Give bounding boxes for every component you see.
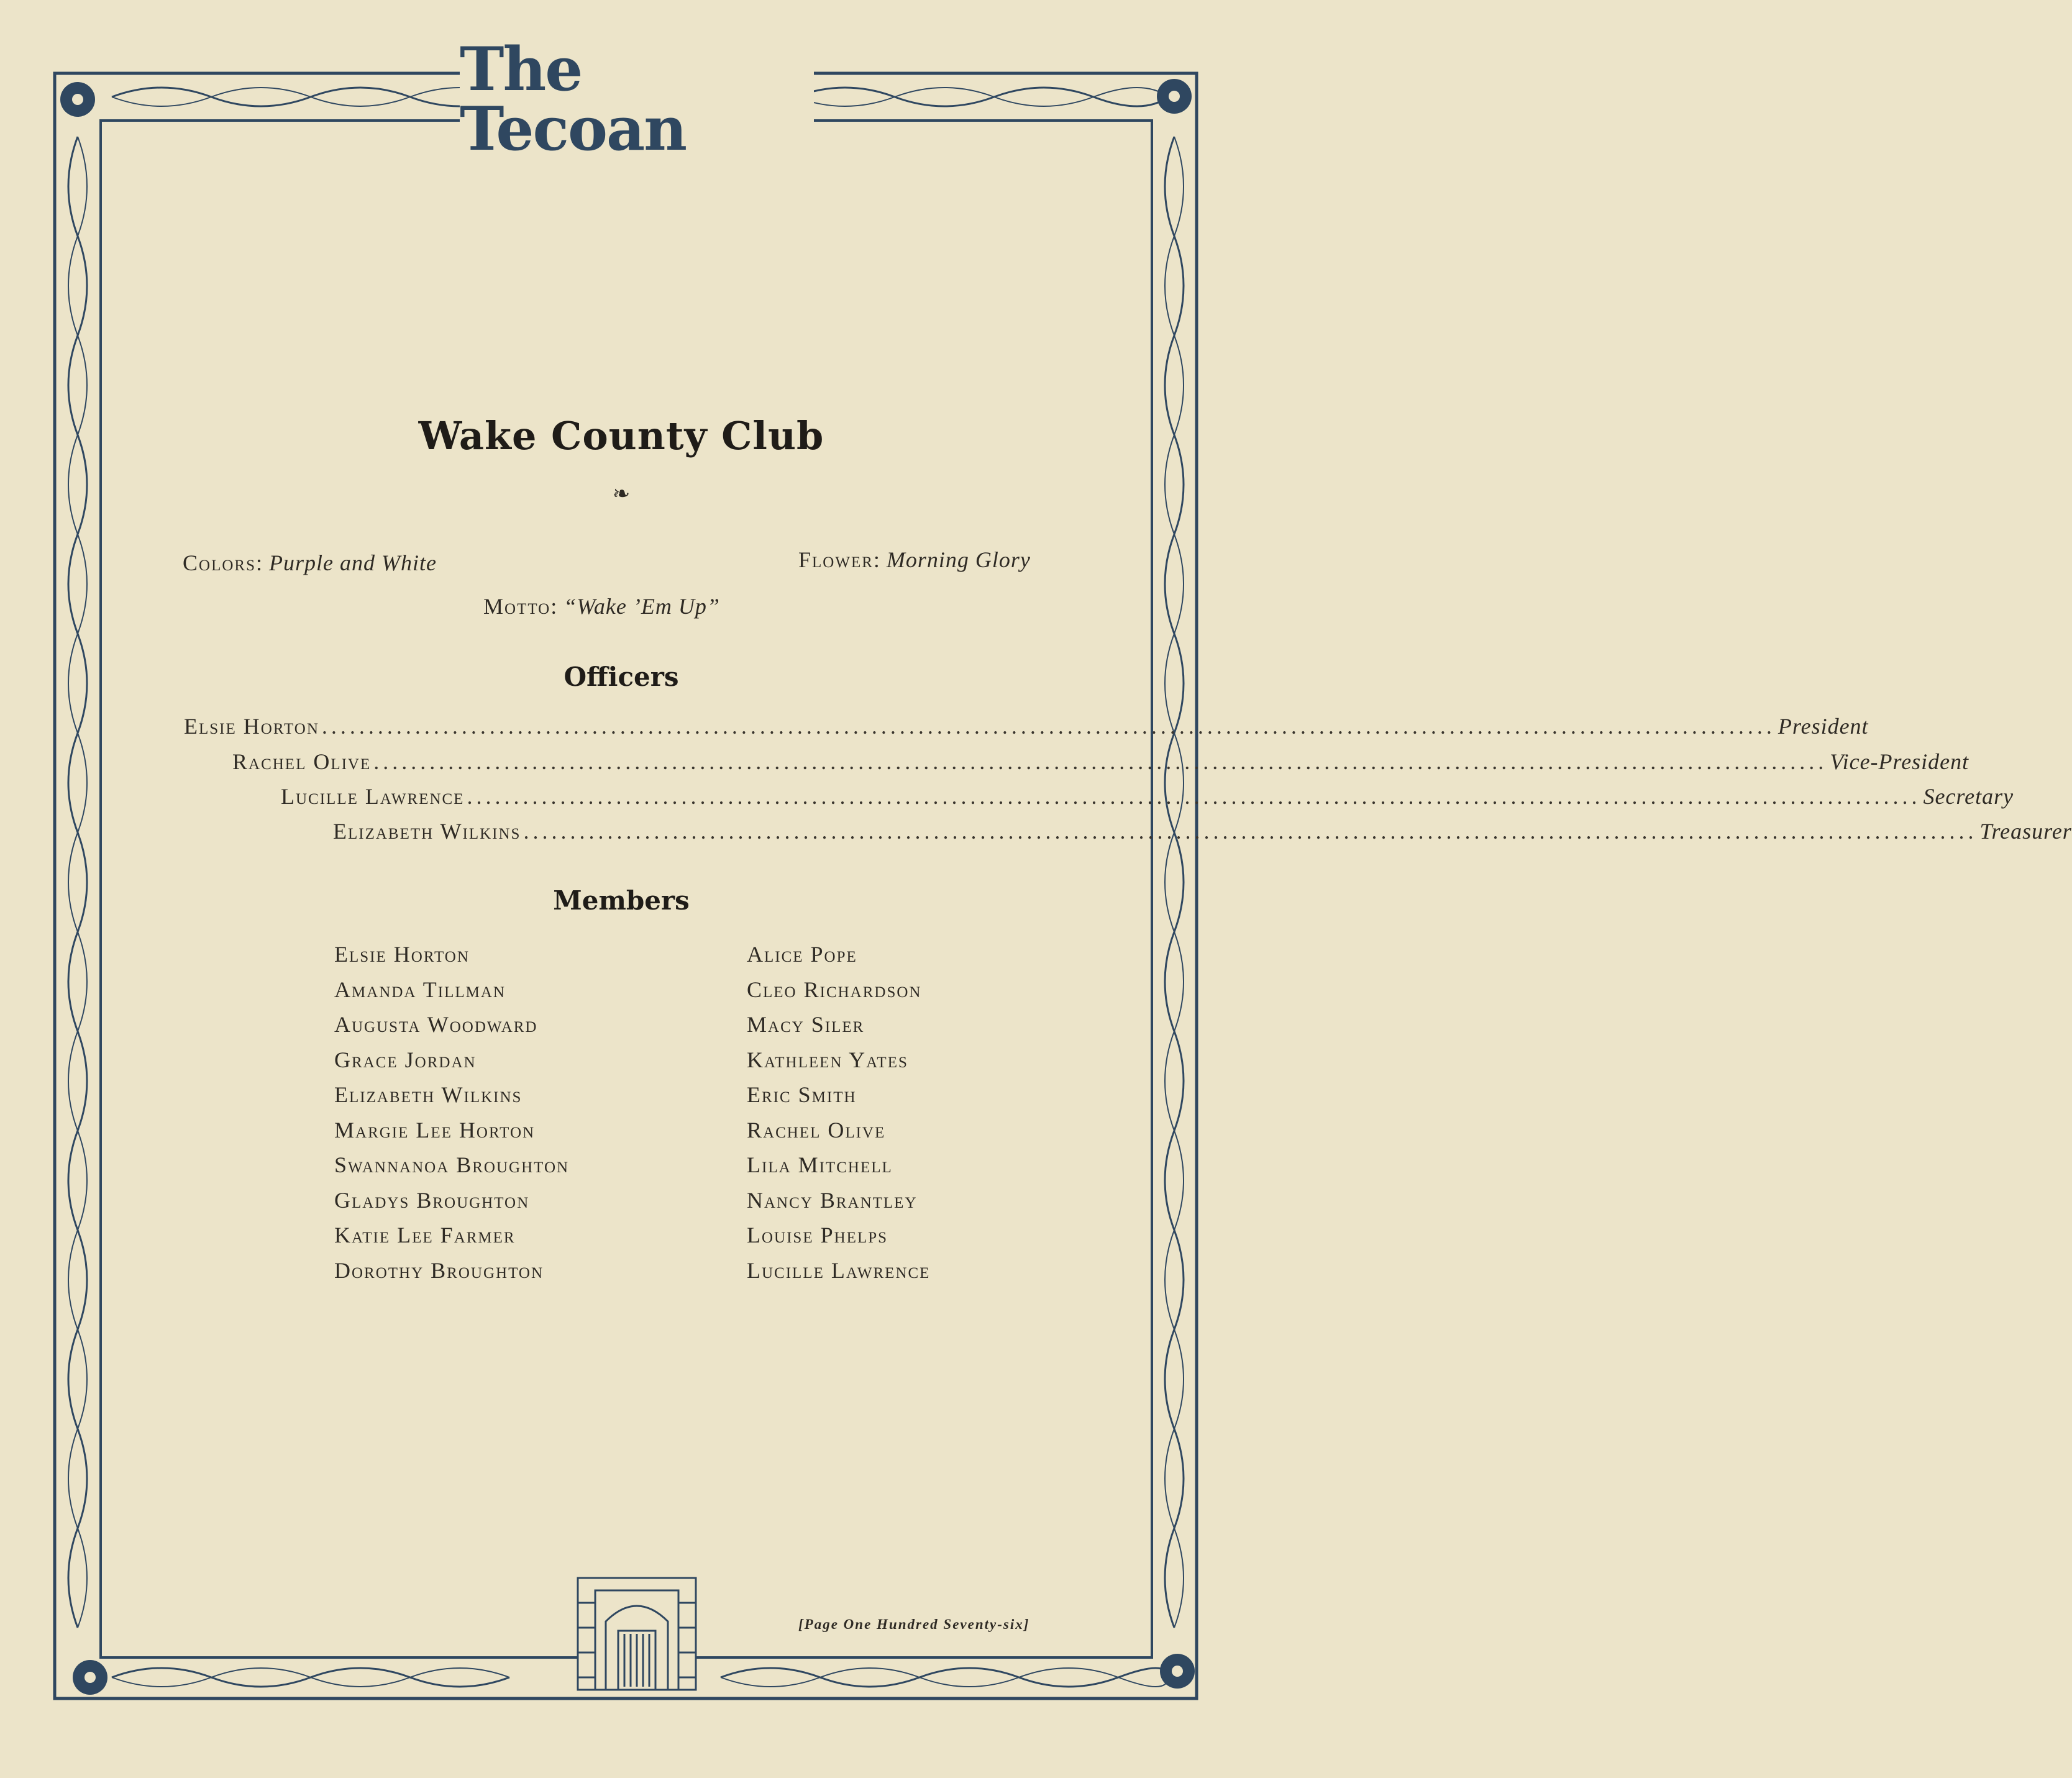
member-name: Cleo Richardson (747, 977, 922, 1002)
officer-name: Elsie Horton (184, 714, 319, 739)
member-name: Elsie Horton (334, 942, 470, 967)
member-name: Macy Siler (747, 1012, 865, 1037)
member-name: Eric Smith (747, 1082, 857, 1107)
member-name: Lucille Lawrence (747, 1257, 931, 1283)
member-name: Katie Lee Farmer (334, 1223, 516, 1247)
member-name: Lila Mitchell (747, 1152, 893, 1177)
member-name: Elizabeth Wilkins (334, 1082, 523, 1107)
officer-name: Lucille Lawrence (281, 784, 465, 809)
dot-leader: ............................................................................................................................................................ (321, 714, 1776, 739)
officer-row (232, 749, 1969, 775)
member-name: Margie Lee Horton (334, 1117, 536, 1142)
flower-line (798, 547, 1031, 573)
member-name: Augusta Woodward (334, 1012, 538, 1037)
officer-role: Vice-President (1830, 749, 1969, 774)
page-number: [Page One Hundred Seventy-six] (798, 1616, 1030, 1632)
member-name: Rachel Olive (747, 1117, 886, 1142)
flower-label: Flower: (798, 547, 881, 572)
fleuron-ornament: ❧ (612, 483, 631, 506)
member-name: Louise Phelps (747, 1223, 888, 1247)
colors-line (183, 550, 437, 576)
officer-name: Elizabeth Wilkins (333, 819, 521, 844)
officer-role: Secretary (1923, 784, 2014, 809)
flower-value: Morning Glory (886, 547, 1031, 572)
member-name: Alice Pope (747, 942, 857, 967)
officer-row (281, 783, 2014, 809)
officer-name: Rachel Olive (232, 749, 372, 774)
member-name: Dorothy Broughton (334, 1257, 544, 1283)
members-right-column (747, 937, 930, 1288)
member-name: Gladys Broughton (334, 1187, 530, 1213)
officer-role: President (1778, 714, 1869, 739)
motto-line (483, 593, 720, 619)
member-name: Swannanoa Broughton (334, 1152, 570, 1177)
motto-value: “Wake ’Em Up” (564, 594, 720, 619)
members-left-column (334, 937, 569, 1288)
officers-heading: Officers (564, 662, 679, 692)
member-name: Kathleen Yates (747, 1047, 908, 1072)
motto-label: Motto: (483, 594, 559, 619)
colors-label: Colors: (183, 550, 263, 575)
members-heading: Members (553, 885, 690, 916)
dot-leader: ............................................................................................................................................................ (467, 784, 1921, 809)
dot-leader: ............................................................................................................................................................ (373, 749, 1828, 774)
member-name: Nancy Brantley (747, 1187, 918, 1213)
member-name: Amanda Tillman (334, 977, 506, 1002)
dot-leader: ............................................................................................................................................................ (523, 819, 1978, 844)
member-name: Grace Jordan (334, 1047, 477, 1072)
officer-role: Treasurer (1979, 819, 2072, 844)
officer-row (184, 713, 1869, 739)
club-title: Wake County Club (418, 413, 824, 458)
yearbook-banner-title: The Tecoan (460, 70, 814, 129)
colors-value: Purple and White (268, 550, 437, 575)
doorway-vignette (578, 1578, 696, 1690)
officer-row (333, 818, 2072, 844)
